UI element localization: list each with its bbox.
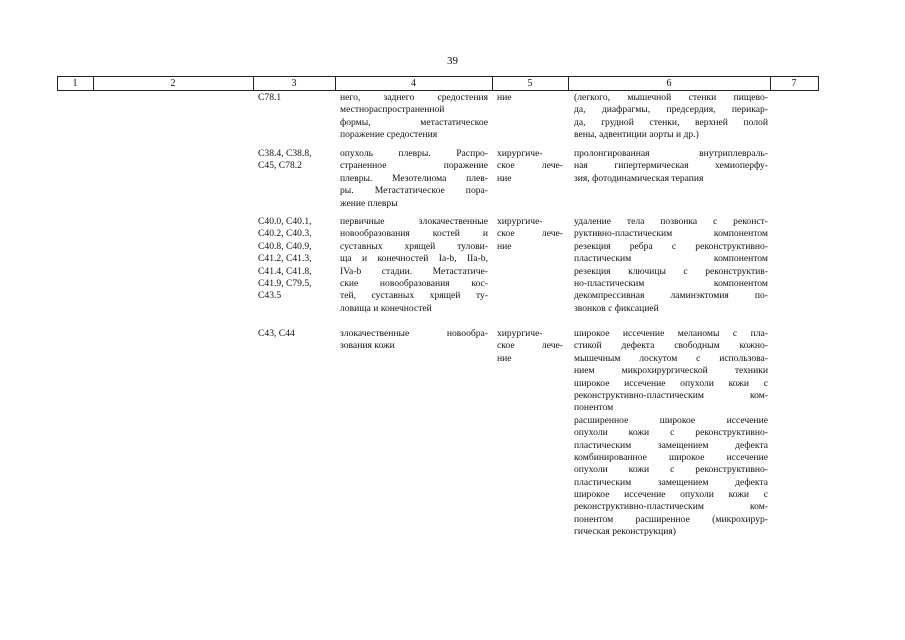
cell-line: ры. Метастатическое пора- — [340, 185, 488, 197]
cell-line: звонков с фиксацией — [574, 302, 659, 314]
cell-line: широкое иссечение опухоли кожи с — [574, 377, 768, 389]
column-divider — [818, 77, 819, 90]
cell-line: ща и конечностей Ia-b, IIa-b, — [340, 253, 488, 265]
column-number-4: 4 — [411, 78, 416, 89]
cell-line: удаление тела позвонка с реконст- — [574, 216, 768, 227]
table-top-rule — [57, 76, 819, 77]
cell-line: реконструктивно-пластическим ком- — [574, 501, 768, 513]
cell-line: C43.5 — [258, 290, 282, 302]
column-number-1: 1 — [72, 78, 78, 89]
diagnosis-text — [340, 148, 488, 210]
cell-line: C78.1 — [258, 92, 282, 103]
cell-line: ние — [497, 352, 512, 364]
treatment-type — [497, 92, 563, 104]
cell-line: ловища и конечностей — [340, 302, 432, 314]
cell-line: зования кожи — [340, 340, 395, 352]
treatment-type — [497, 328, 563, 365]
cell-line: нием микрохирургической техники — [574, 365, 768, 377]
column-number-3: 3 — [291, 78, 297, 89]
treatment-method — [574, 92, 768, 142]
column-number-7: 7 — [791, 78, 797, 89]
cell-line: злокачественные новообра- — [340, 328, 488, 339]
cell-line: ние — [497, 172, 512, 184]
column-number-6: 6 — [666, 78, 672, 89]
diagnosis-text — [340, 216, 488, 315]
cell-line: новообразования костей и — [340, 228, 488, 240]
cell-line: ние — [497, 92, 512, 103]
cell-line: IVa-b стадии. Метастатиче- — [340, 265, 488, 277]
cell-line: декомпрессивная ламинэктомия по- — [574, 290, 768, 302]
cell-line: C38.4, C38.8, — [258, 148, 312, 159]
cell-line: пластическим компонентом — [574, 253, 768, 265]
cell-line: C41.2, C41.3, — [258, 253, 312, 265]
cell-line: пластическим замещением дефекта — [574, 476, 768, 488]
cell-line: хирургиче- — [497, 216, 543, 227]
cell-line: понентом — [574, 402, 614, 414]
diagnosis-text — [340, 92, 488, 142]
cell-line: гическая реконструкция) — [574, 526, 676, 538]
treatment-method — [574, 216, 768, 315]
cell-line: вены, адвентиции аорты и др.) — [574, 129, 699, 141]
cell-line: но-пластическим компонентом — [574, 277, 768, 289]
cell-line: C40.8, C40.9, — [258, 240, 312, 252]
cell-line: ское лече- — [497, 160, 563, 172]
cell-line: да, грудной стенки, верхней полой — [574, 116, 768, 128]
cell-line: хирургиче- — [497, 148, 543, 159]
cell-line: плевры. Мезотелиома плев- — [340, 172, 488, 184]
cell-line: опухоли кожи с реконструктивно- — [574, 464, 768, 476]
cell-line: расширенное широкое иссечение — [574, 414, 768, 426]
cell-line: резекция ребра с реконструктивно- — [574, 240, 768, 252]
table-header-rule — [57, 90, 819, 91]
cell-line: широкое иссечение меланомы с пла- — [574, 328, 768, 339]
cell-line: C41.9, C79.5, — [258, 278, 312, 290]
cell-line: тей, суставных хрящей ту- — [340, 290, 488, 302]
treatment-type — [497, 216, 563, 253]
icd-codes — [258, 148, 330, 173]
cell-line: C40.0, C40.1, — [258, 216, 312, 227]
cell-line: местнораспространенной — [340, 104, 445, 116]
cell-line: резекция ключицы с реконструктив- — [574, 265, 768, 277]
cell-line: C40.2, C40.3, — [258, 228, 312, 240]
cell-line: поражение средостения — [340, 129, 438, 141]
cell-line: мышечным лоскутом с использова- — [574, 352, 768, 364]
cell-line: руктивно-пластическим компонентом — [574, 228, 768, 240]
cell-line: ная гипертермическая хемиоперфу- — [574, 160, 768, 172]
cell-line: опухоль плевры. Распро- — [340, 148, 488, 159]
icd-codes — [258, 92, 330, 104]
cell-line: реконструктивно-пластическим ком- — [574, 389, 768, 401]
cell-line: жение плевры — [340, 197, 398, 209]
cell-line: C45, C78.2 — [258, 160, 302, 172]
cell-line: суставных хрящей тулови- — [340, 240, 488, 252]
cell-line: C43, C44 — [258, 328, 295, 339]
cell-line: широкое иссечение опухоли кожи с — [574, 489, 768, 501]
cell-line: ние — [497, 240, 512, 252]
cell-line: страненное поражение — [340, 160, 488, 172]
cell-line: понентом расширенное (микрохирур- — [574, 513, 768, 525]
treatment-method — [574, 328, 768, 539]
treatment-type — [497, 148, 563, 185]
column-number-2: 2 — [170, 78, 176, 89]
cell-line: ское лече- — [497, 340, 563, 352]
treatment-method — [574, 148, 768, 185]
cell-line: стикой дефекта свободным кожно- — [574, 340, 768, 352]
cell-line: опухоли кожи с реконструктивно- — [574, 427, 768, 439]
cell-line: да, диафрагмы, предсердия, перикар- — [574, 104, 768, 116]
cell-line: пролонгированная внутриплевраль- — [574, 148, 768, 159]
cell-line: первичные злокачественные — [340, 216, 488, 227]
diagnosis-text — [340, 328, 488, 353]
cell-line: него, заднего средостения — [340, 92, 488, 103]
icd-codes — [258, 216, 330, 303]
column-number-5: 5 — [527, 78, 533, 89]
cell-line: (легкого, мышечной стенки пищево- — [574, 92, 768, 103]
icd-codes — [258, 328, 330, 340]
cell-line: зия, фотодинамическая терапия — [574, 172, 704, 184]
page-number: 39 — [447, 55, 458, 67]
cell-line: формы, метастатическое — [340, 116, 488, 128]
cell-line: комбинированное широкое иссечение — [574, 451, 768, 463]
cell-line: C41.4, C41.8, — [258, 265, 312, 277]
cell-line: пластическим замещением дефекта — [574, 439, 768, 451]
cell-line: ские новообразования кос- — [340, 277, 488, 289]
cell-line: хирургиче- — [497, 328, 543, 339]
cell-line: ское лече- — [497, 228, 563, 240]
